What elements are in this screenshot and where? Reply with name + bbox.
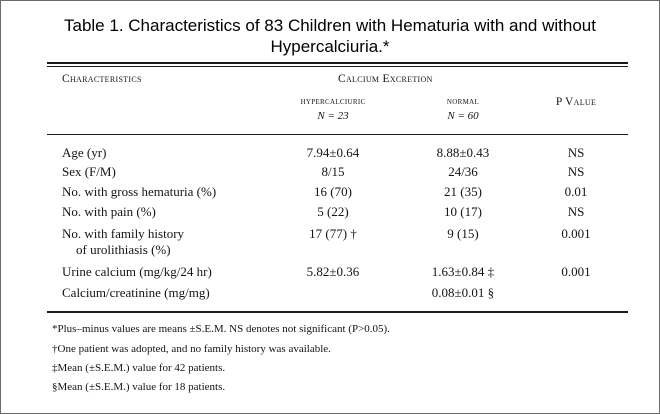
cell-p-value: NS: [567, 164, 585, 179]
cell-hypercalciuric: 16 (70): [314, 184, 352, 199]
header-characteristics: Characteristics: [62, 73, 142, 85]
header-calcium-excretion: Calcium Excretion: [338, 73, 433, 85]
top-rule-thin: [47, 66, 628, 67]
cell-hypercalciuric: 17 (77) †: [309, 226, 357, 241]
row-label: Urine calcium (mg/kg/24 hr): [62, 264, 212, 279]
cell-normal: 24/36: [448, 164, 478, 179]
cell-p-value: NS: [567, 145, 585, 160]
cell-normal: 0.08±0.01 §: [431, 285, 495, 300]
table-title-line-1: Table 1. Characteristics of 83 Children with Hematuria with and without: [64, 16, 596, 35]
header-normal-n: N = 60: [447, 110, 479, 122]
row-label: No. with family history: [62, 226, 185, 241]
cell-hypercalciuric: 5.82±0.36: [306, 264, 360, 279]
cell-normal: 9 (15): [447, 226, 479, 241]
cell-p-value: NS: [567, 204, 585, 219]
row-label: Sex (F/M): [62, 164, 116, 179]
row-label: Age (yr): [62, 145, 107, 160]
header-hypercalciuric: hypercalciuric: [300, 96, 366, 107]
row-label: No. with pain (%): [62, 204, 156, 219]
cell-normal: 21 (35): [444, 184, 482, 199]
footnote-section: §Mean (±S.E.M.) value for 18 patients.: [52, 381, 226, 393]
footnote-dagger: †One patient was adopted, and no family history was available.: [52, 343, 331, 355]
row-label-continued: of urolithiasis (%): [76, 242, 171, 257]
footnote-double-dagger: ‡Mean (±S.E.M.) value for 42 patients.: [52, 362, 226, 374]
footnote-asterisk: *Plus–minus values are means ±S.E.M. NS denotes not significant (P>0.05).: [52, 323, 390, 335]
table-title: [0, 15, 660, 57]
cell-hypercalciuric: 8/15: [321, 164, 345, 179]
cell-p-value: 0.01: [564, 184, 588, 199]
table-title-line-2: Hypercalciuria.*: [270, 37, 390, 56]
cell-p-value: 0.001: [561, 226, 591, 241]
header-hypercalciuric-n: N = 23: [317, 110, 349, 122]
header-rule: [47, 134, 628, 135]
header-normal: normal: [446, 96, 480, 107]
row-label: No. with gross hematuria (%): [62, 184, 217, 199]
top-rule-thick: [47, 62, 628, 64]
header-p-value: P Value: [555, 96, 597, 108]
cell-normal: 1.63±0.84 ‡: [431, 264, 495, 279]
cell-hypercalciuric: 5 (22): [317, 204, 349, 219]
cell-normal: 8.88±0.43: [436, 145, 490, 160]
cell-hypercalciuric: 7.94±0.64: [306, 145, 360, 160]
cell-normal: 10 (17): [444, 204, 482, 219]
bottom-rule: [47, 311, 628, 313]
cell-p-value: 0.001: [561, 264, 591, 279]
row-label: Calcium/creatinine (mg/mg): [62, 285, 210, 300]
